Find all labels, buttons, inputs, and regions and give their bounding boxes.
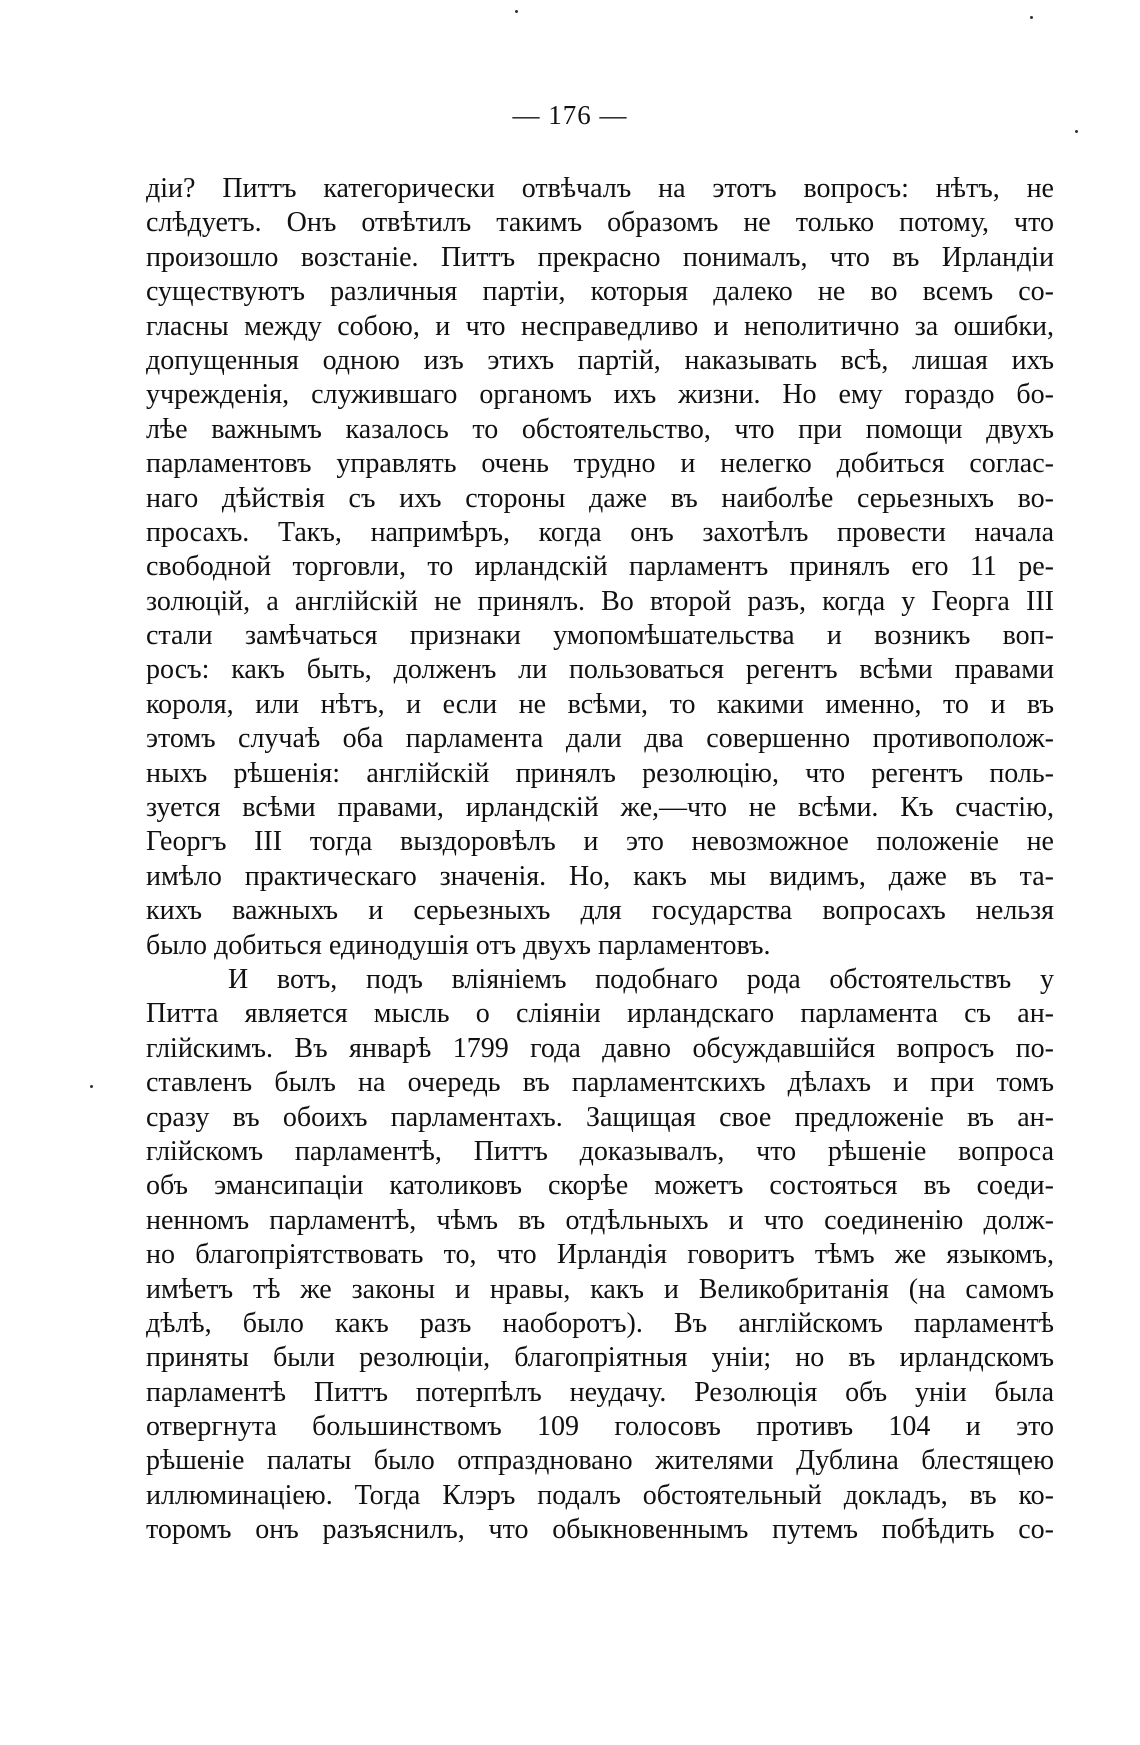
text-line: просахъ. Такъ, напримѣръ, когда онъ захотѣлъ провести начала — [146, 516, 1054, 548]
scan-speck — [1075, 130, 1078, 133]
text-line: короля, или нѣтъ, и если не всѣми, то какими именно, то и въ — [146, 688, 1054, 720]
text-line: ненномъ парламентѣ, чѣмъ въ отдѣльныхъ и что соединенію долж- — [146, 1204, 1054, 1236]
text-line: произошло возстаніе. Питтъ прекрасно понималъ, что въ Ирландіи — [146, 241, 1054, 273]
scan-speck — [90, 1085, 93, 1088]
text-line: учрежденія, служившаго органомъ ихъ жизни. Но ему гораздо бо- — [146, 379, 1054, 411]
text-line: наго дѣйствія съ ихъ стороны даже въ наиболѣе серьезныхъ во- — [146, 482, 1054, 514]
text-line: рѣшеніе палаты было отпраздновано жителями Дублина блестящею — [146, 1445, 1054, 1477]
body-text — [146, 172, 1054, 1548]
text-line: гласны между собою, и что несправедливо и неполитично за ошибки, — [146, 310, 1054, 342]
text-line: росъ: какъ быть, долженъ ли пользоваться регентъ всѣми правами — [146, 654, 1054, 686]
text-line: золюцій, а англійскій не принялъ. Во второй разъ, когда у Георга III — [146, 585, 1054, 617]
text-line: ныхъ рѣшенія: англійскій принялъ резолюцію, что регентъ поль- — [146, 757, 1054, 789]
text-line: допущенныя одною изъ этихъ партій, наказывать всѣ, лишая ихъ — [146, 344, 1054, 376]
text-line: парламентѣ Питтъ потерпѣлъ неудачу. Резолюція объ уніи была — [146, 1376, 1054, 1408]
text-line: стали замѣчаться признаки умопомѣшательства и возникъ воп- — [146, 620, 1054, 652]
text-line: отвергнута большинствомъ 109 голосовъ противъ 104 и это — [146, 1411, 1054, 1443]
text-line: лѣе важнымъ казалось то обстоятельство, что при помощи двухъ — [146, 413, 1054, 445]
text-line: кихъ важныхъ и серьезныхъ для государства вопросахъ нельзя — [146, 895, 1054, 927]
text-line: имѣетъ тѣ же законы и нравы, какъ и Великобританія (на самомъ — [146, 1273, 1054, 1305]
text-line: парламентовъ управлять очень трудно и нелегко добиться соглас- — [146, 448, 1054, 480]
text-line: діи? Питтъ категорически отвѣчалъ на этотъ вопросъ: нѣтъ, не — [146, 173, 1054, 204]
text-line: слѣдуетъ. Онъ отвѣтилъ такимъ образомъ не только потому, что — [146, 207, 1054, 239]
text-line: было добиться единодушія отъ двухъ парламентовъ. — [146, 929, 771, 961]
text-line: И вотъ, подъ вліяніемъ подобнаго рода обстоятельствъ у — [228, 963, 1054, 995]
text-line: но благопріятствовать то, что Ирландія говоритъ тѣмъ же языкомъ, — [146, 1239, 1054, 1271]
text-line: глійскомъ парламентѣ, Питтъ доказывалъ, что рѣшеніе вопроса — [146, 1135, 1054, 1167]
text-line: зуется всѣми правами, ирландскій же,—что не всѣми. Къ счастію, — [146, 792, 1054, 824]
text-line: Питта является мысль о сліяніи ирландскаго парламента съ ан- — [146, 998, 1054, 1030]
text-line: этомъ случаѣ оба парламента дали два совершенно противополож- — [146, 723, 1054, 755]
text-line: существуютъ различныя партіи, которыя далеко не во всемъ со- — [146, 276, 1054, 308]
scan-speck — [515, 10, 518, 13]
text-line: дѣлѣ, было какъ разъ наоборотъ). Въ англійскомъ парламентѣ — [146, 1307, 1054, 1339]
text-line: Георгъ III тогда выздоровѣлъ и это невозможное положеніе не — [146, 826, 1054, 858]
text-line: торомъ онъ разъяснилъ, что обыкновеннымъ путемъ побѣдить со- — [146, 1514, 1054, 1546]
text-line: имѣло практическаго значенія. Но, какъ мы видимъ, даже въ та- — [146, 860, 1054, 892]
paragraph-2 — [146, 963, 1054, 1548]
page-number: — 176 — — [512, 100, 628, 130]
paragraph-1 — [146, 172, 1054, 963]
text-line: объ эмансипаціи католиковъ скорѣе можетъ состояться въ соеди- — [146, 1170, 1054, 1202]
text-line: ставленъ былъ на очередь въ парламентскихъ дѣлахъ и при томъ — [146, 1067, 1054, 1099]
text-line: глійскимъ. Въ январѣ 1799 года давно обсуждавшійся вопросъ по- — [146, 1032, 1054, 1064]
text-line: приняты были резолюціи, благопріятныя уніи; но въ ирландскомъ — [146, 1342, 1054, 1374]
text-line: иллюминаціею. Тогда Клэръ подалъ обстоятельный докладъ, въ ко- — [146, 1479, 1054, 1511]
text-line: сразу въ обоихъ парламентахъ. Защищая свое предложеніе въ ан- — [146, 1101, 1054, 1133]
text-line: свободной торговли, то ирландскій парламентъ принялъ его 11 ре- — [146, 551, 1054, 583]
scan-speck — [1030, 16, 1033, 19]
